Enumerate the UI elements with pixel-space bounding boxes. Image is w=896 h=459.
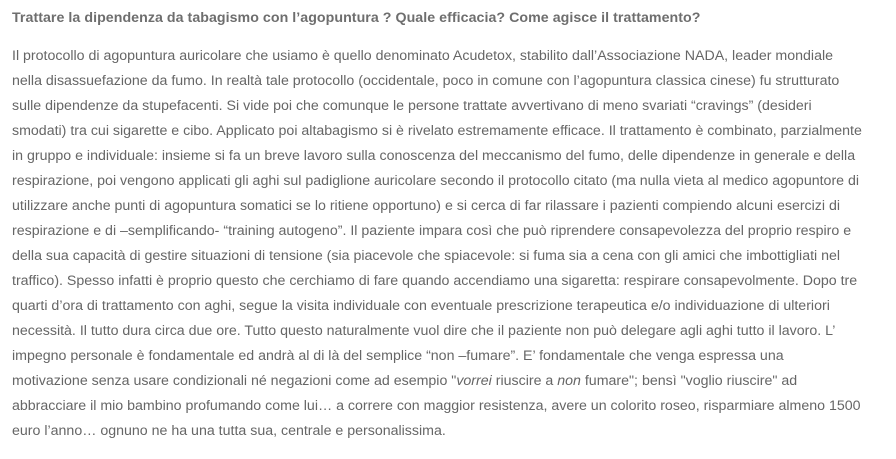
article-body (12, 44, 884, 444)
article-title: Trattare la dipendenza da tabagismo con l’agopuntura ? Quale efficacia? Come agisce il trattamento? (12, 10, 701, 26)
body-line: sulle dipendenze da stupefacenti. Si vide poi che comunque le persone trattate avvertivano di meno svariati “cravings” (desideri (12, 98, 812, 114)
body-text: riuscire a (491, 373, 558, 389)
body-line: Il protocollo di agopuntura auricolare che usiamo è quello denominato Acudetox, stabilito dall’Associazione NADA, leader mondiale (12, 48, 833, 64)
body-line: respirazione e di –semplificando- “training autogeno”. Il paziente impara così che può riprendere consapevolezza del proprio respiro e (12, 223, 852, 239)
body-line: impegno personale è fondamentale ed andrà al di là del semplice “non –fumare”. E’ fondamentale che venga espressa una (12, 348, 784, 364)
body-text: motivazione senza usare condizionali né negazioni come ad esempio " (12, 373, 457, 389)
emphasis-vorrei: vorrei (456, 373, 492, 389)
body-line: in gruppo e individuale: insieme si fa un breve lavoro sulla conoscenza del meccanismo del fumo, delle dipendenze in generale e della (12, 148, 856, 164)
body-line: traffico). Spesso infatti è proprio questo che cerchiamo di fare quando accendiamo una sigaretta: respirare consapevolmente. Dopo tre (12, 273, 858, 289)
body-line: quarti d’ora di trattamento con aghi, segue la visita individuale con eventuale prescrizione terapeutica e/o individuazione di ulteriori (12, 298, 830, 314)
body-text: fumare"; bensì "voglio riuscire" ad (580, 373, 798, 389)
body-line: euro l’anno… ognuno ne ha una tutta sua, centrale e personalissima. (12, 423, 446, 439)
body-line: della sua capacità di gestire situazioni di tensione (sia piacevole che spiacevole: si fuma sia a cena con gli amici che imbottigliati nel (12, 248, 841, 264)
body-line-with-emphasis (12, 369, 884, 394)
body-line: utilizzare anche punti di agopuntura somatici se lo ritiene opportuno) e si cerca di far rilassare i pazienti compiendo alcuni esercizi di (12, 198, 841, 214)
body-line: nella disassuefazione da fumo. In realtà tale protocollo (occidentale, poco in comune con l’agopuntura classica cinese) fu strutturato (12, 73, 840, 89)
emphasis-non: non (557, 373, 581, 389)
body-line: respirazione, poi vengono applicati gli aghi sul padiglione auricolare secondo il protocollo citato (ma nulla vieta al medico agopuntore di (12, 173, 860, 189)
body-line: necessità. Il tutto dura circa due ore. Tutto questo naturalmente vuol dire che il paziente non può delegare agli aghi tutto il lavoro. L’ (12, 323, 836, 339)
body-line: abbracciare il mio bambino profumando come lui… a correre con maggior resistenza, avere un colorito roseo, risparmiare almeno 1500 (12, 398, 861, 414)
body-line: smodati) tra cui sigarette e cibo. Applicato poi altabagismo si è rivelato estremamente efficace. Il trattamento è combinato, parzialmente (12, 123, 862, 139)
